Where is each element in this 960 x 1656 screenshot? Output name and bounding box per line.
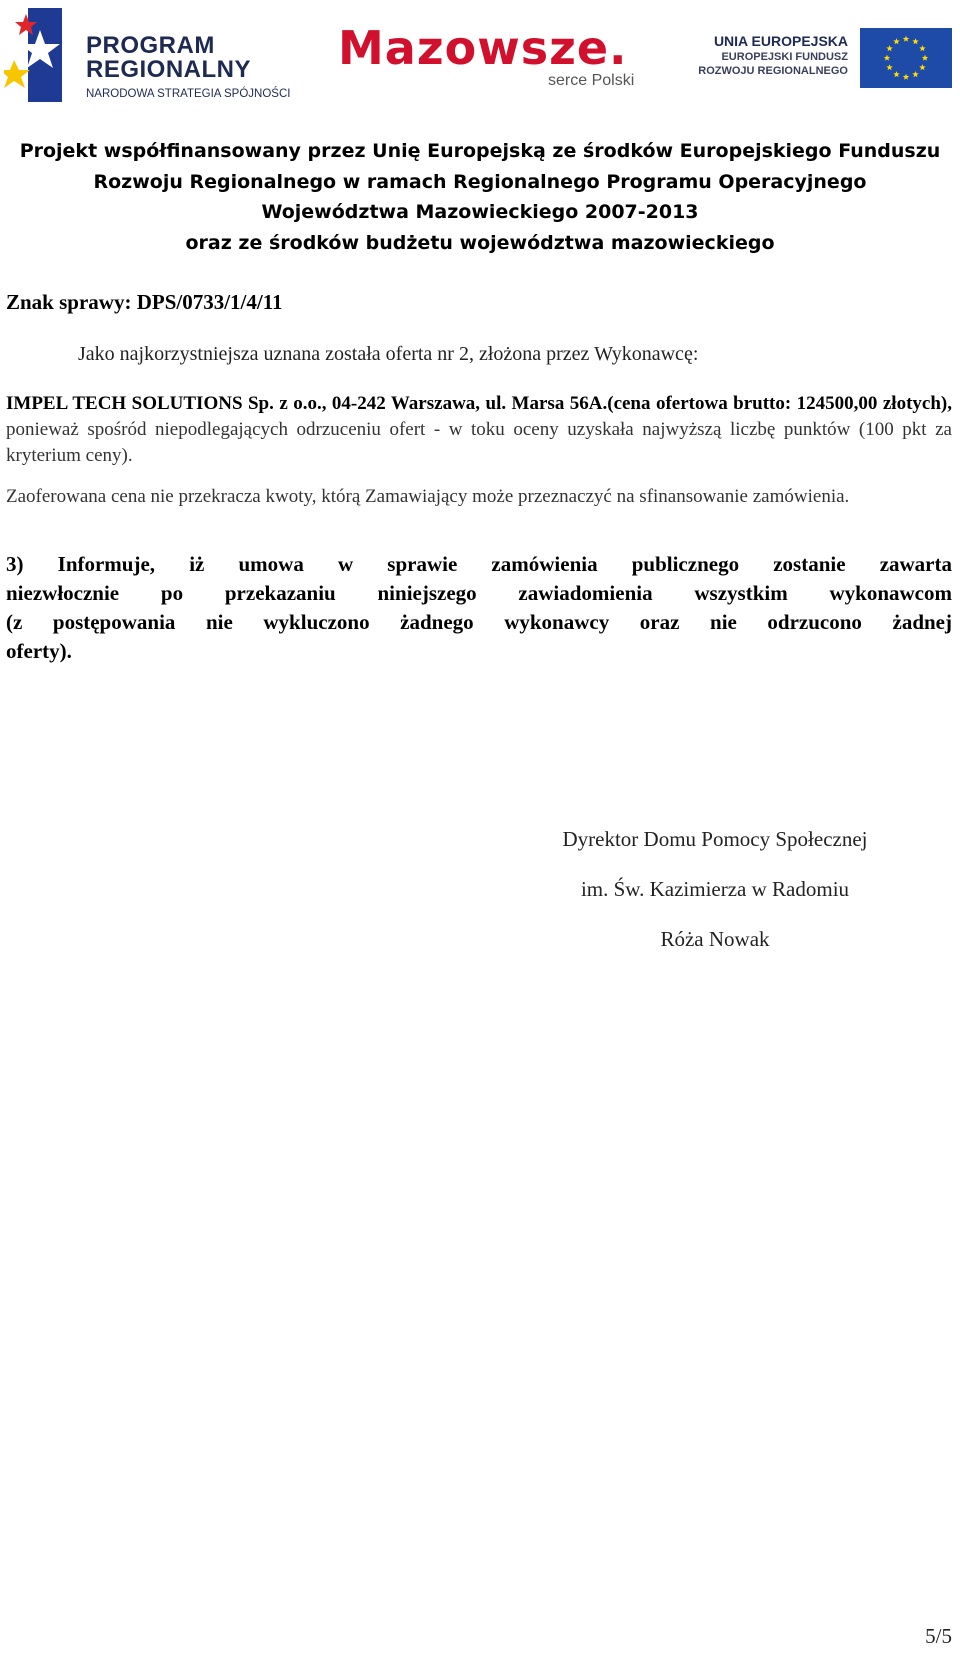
signature-block bbox=[520, 824, 910, 974]
signature-title: Dyrektor Domu Pomocy Społecznej bbox=[562, 827, 868, 851]
contract-info-paragraph: 3) Informuje, iż umowa w sprawie zamówienia publicznego zostanie zawarta niezwłocznie po przekazaniu niniejszego zawiadomienia wszystkim wykonawcom (z postępowania nie wykluczono żadnego wykonawcy oraz nie odrzucono żadnej oferty). bbox=[6, 552, 952, 663]
signature-institution: im. Św. Kazimierza w Radomiu bbox=[580, 877, 850, 901]
case-number: Znak sprawy: DPS/0733/1/4/11 bbox=[6, 290, 283, 314]
program-regionalny-subtitle: NARODOWA STRATEGIA SPÓJNOŚCI bbox=[86, 88, 291, 100]
signature-name: Róża Nowak bbox=[660, 927, 770, 951]
winner-justification: ponieważ spośród niepodlegających odrzuceniu ofert - w toku oceny uzyskała najwyższą liczbę punktów (100 pkt za kryterium ceny). bbox=[6, 419, 952, 466]
eu-flag-icon bbox=[860, 28, 952, 88]
star-emblem-icon bbox=[4, 8, 68, 102]
mazowsze-tagline: serce Polski bbox=[548, 72, 635, 89]
project-heading: Projekt współfinansowany przez Unię Europejską ze środków Europejskiego Funduszu Rozwoju Regionalnego w ramach Regionalnego Programu Operacyjnego Województwa Mazowieckiego 2007-2013 oraz ze środków budżetu województwa mazowieckiego bbox=[19, 140, 941, 254]
unia-europejska-logo bbox=[690, 28, 952, 90]
intro-paragraph: Jako najkorzystniejsza uznana została oferta nr 2, złożona przez Wykonawcę: bbox=[78, 343, 699, 365]
program-regionalny-logo bbox=[4, 8, 304, 102]
mazowsze-wordmark: Mazowsze. bbox=[338, 21, 628, 75]
header-logos bbox=[0, 0, 960, 112]
winner-details: IMPEL TECH SOLUTIONS Sp. z o.o., 04-242 Warszawa, ul. Marsa 56A.(cena ofertowa brutto: 124500,00 złotych), bbox=[6, 393, 952, 414]
page-number: 5/5 bbox=[925, 1624, 952, 1648]
winning-offer-paragraph bbox=[6, 391, 952, 469]
program-regionalny-title: PROGRAM REGIONALNY bbox=[86, 32, 252, 83]
mazowsze-logo bbox=[338, 18, 638, 108]
price-note-paragraph: Zaoferowana cena nie przekracza kwoty, którą Zamawiający może przeznaczyć na sfinansowanie zamówienia. bbox=[6, 486, 850, 507]
unia-europejska-text: UNIA EUROPEJSKA EUROPEJSKI FUNDUSZ ROZWOJU REGIONALNEGO bbox=[698, 33, 848, 77]
